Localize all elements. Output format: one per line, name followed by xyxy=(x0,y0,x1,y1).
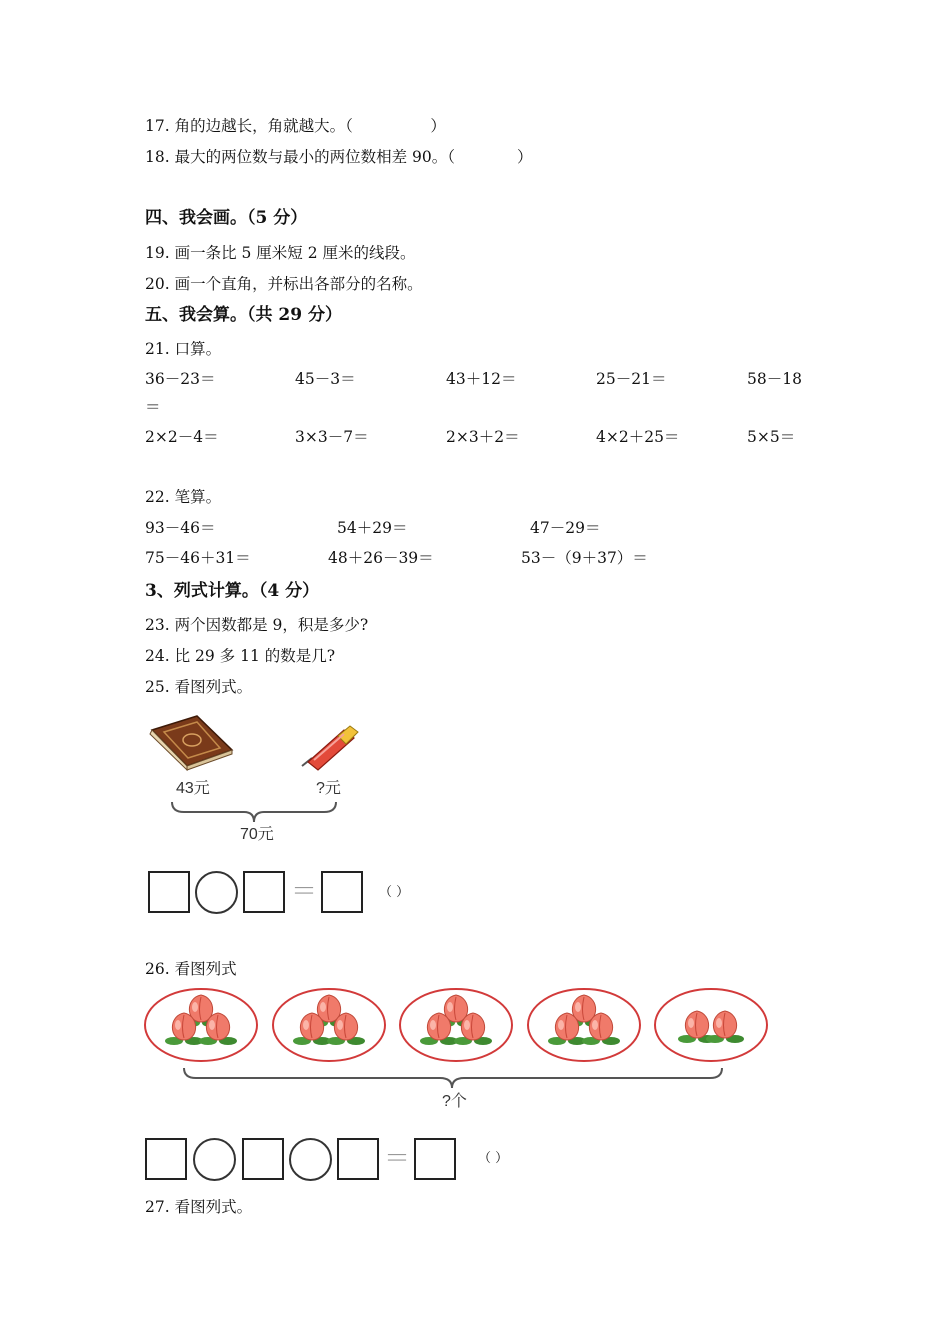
answer-box[interactable] xyxy=(242,1138,284,1180)
pen-icon xyxy=(294,720,364,770)
operator-circle[interactable] xyxy=(195,871,238,914)
oral-item: 43＋12＝ xyxy=(446,370,517,388)
oral-item: 5×5＝ xyxy=(747,428,796,446)
oral-item: 2×3＋2＝ xyxy=(446,428,520,446)
operator-circle[interactable] xyxy=(193,1138,236,1181)
question-23: 23. 两个因数都是 9，积是多少? xyxy=(145,616,369,634)
question-27: 27. 看图列式。 xyxy=(145,1198,253,1216)
oral-item: 2×2－4＝ xyxy=(145,428,219,446)
peach-group xyxy=(143,986,261,1066)
unit-paren[interactable]: （ ） xyxy=(478,1151,509,1166)
answer-box[interactable] xyxy=(145,1138,187,1180)
section-5-title: 五、我会算。（共 29 分） xyxy=(145,305,342,325)
peach-group xyxy=(653,986,771,1066)
brace-icon xyxy=(170,800,340,826)
group-ring xyxy=(655,989,767,1061)
operator-circle[interactable] xyxy=(289,1138,332,1181)
oral-item: 3×3－7＝ xyxy=(295,428,369,446)
answer-box[interactable] xyxy=(321,871,363,913)
total-count-label: ?个 xyxy=(442,1093,467,1110)
written-item: 48＋26－39＝ xyxy=(328,549,434,567)
question-18: 18. 最大的两位数与最小的两位数相差 90。（ ） xyxy=(145,148,533,166)
peach-group xyxy=(271,986,389,1066)
pen-price-label: ?元 xyxy=(316,780,341,797)
oral-item: 4×2＋25＝ xyxy=(596,428,680,446)
question-22: 22. 笔算。 xyxy=(145,488,222,506)
peach-group xyxy=(398,986,516,1066)
equals-sign: ＝ xyxy=(291,877,318,907)
answer-box[interactable] xyxy=(414,1138,456,1180)
answer-box[interactable] xyxy=(337,1138,379,1180)
answer-box[interactable] xyxy=(243,871,285,913)
oral-item: 58－18 xyxy=(747,370,802,388)
question-26: 26. 看图列式 xyxy=(145,960,237,978)
written-item: 54＋29＝ xyxy=(337,519,408,537)
question-24: 24. 比 29 多 11 的数是几? xyxy=(145,647,336,665)
answer-box[interactable] xyxy=(148,871,190,913)
oral-item: 25－21＝ xyxy=(596,370,667,388)
written-item: 93－46＝ xyxy=(145,519,216,537)
question-20: 20. 画一个直角，并标出各部分的名称。 xyxy=(145,275,423,293)
oral-item: 36－23＝ xyxy=(145,370,216,388)
question-19: 19. 画一条比 5 厘米短 2 厘米的线段。 xyxy=(145,244,416,262)
written-item: 75－46＋31＝ xyxy=(145,549,251,567)
oral-item-wrap: ＝ xyxy=(145,398,161,416)
question-25: 25. 看图列式。 xyxy=(145,678,253,696)
question-21: 21. 口算。 xyxy=(145,340,222,358)
unit-paren[interactable]: （ ） xyxy=(379,885,410,900)
written-item: 47－29＝ xyxy=(530,519,601,537)
book-icon xyxy=(142,712,242,772)
brace-icon xyxy=(182,1066,727,1092)
book-price-label: 43元 xyxy=(176,780,210,797)
oral-item: 45－3＝ xyxy=(295,370,356,388)
peach-group xyxy=(526,986,644,1066)
equals-sign: ＝ xyxy=(384,1144,411,1174)
question-17: 17. 角的边越长，角就越大。（ ） xyxy=(145,117,446,135)
section-3-title: 3、列式计算。（4 分） xyxy=(145,581,320,601)
written-item: 53－（9＋37）＝ xyxy=(521,549,648,567)
section-4-title: 四、我会画。（5 分） xyxy=(145,208,308,228)
total-price-label: 70元 xyxy=(240,826,274,843)
